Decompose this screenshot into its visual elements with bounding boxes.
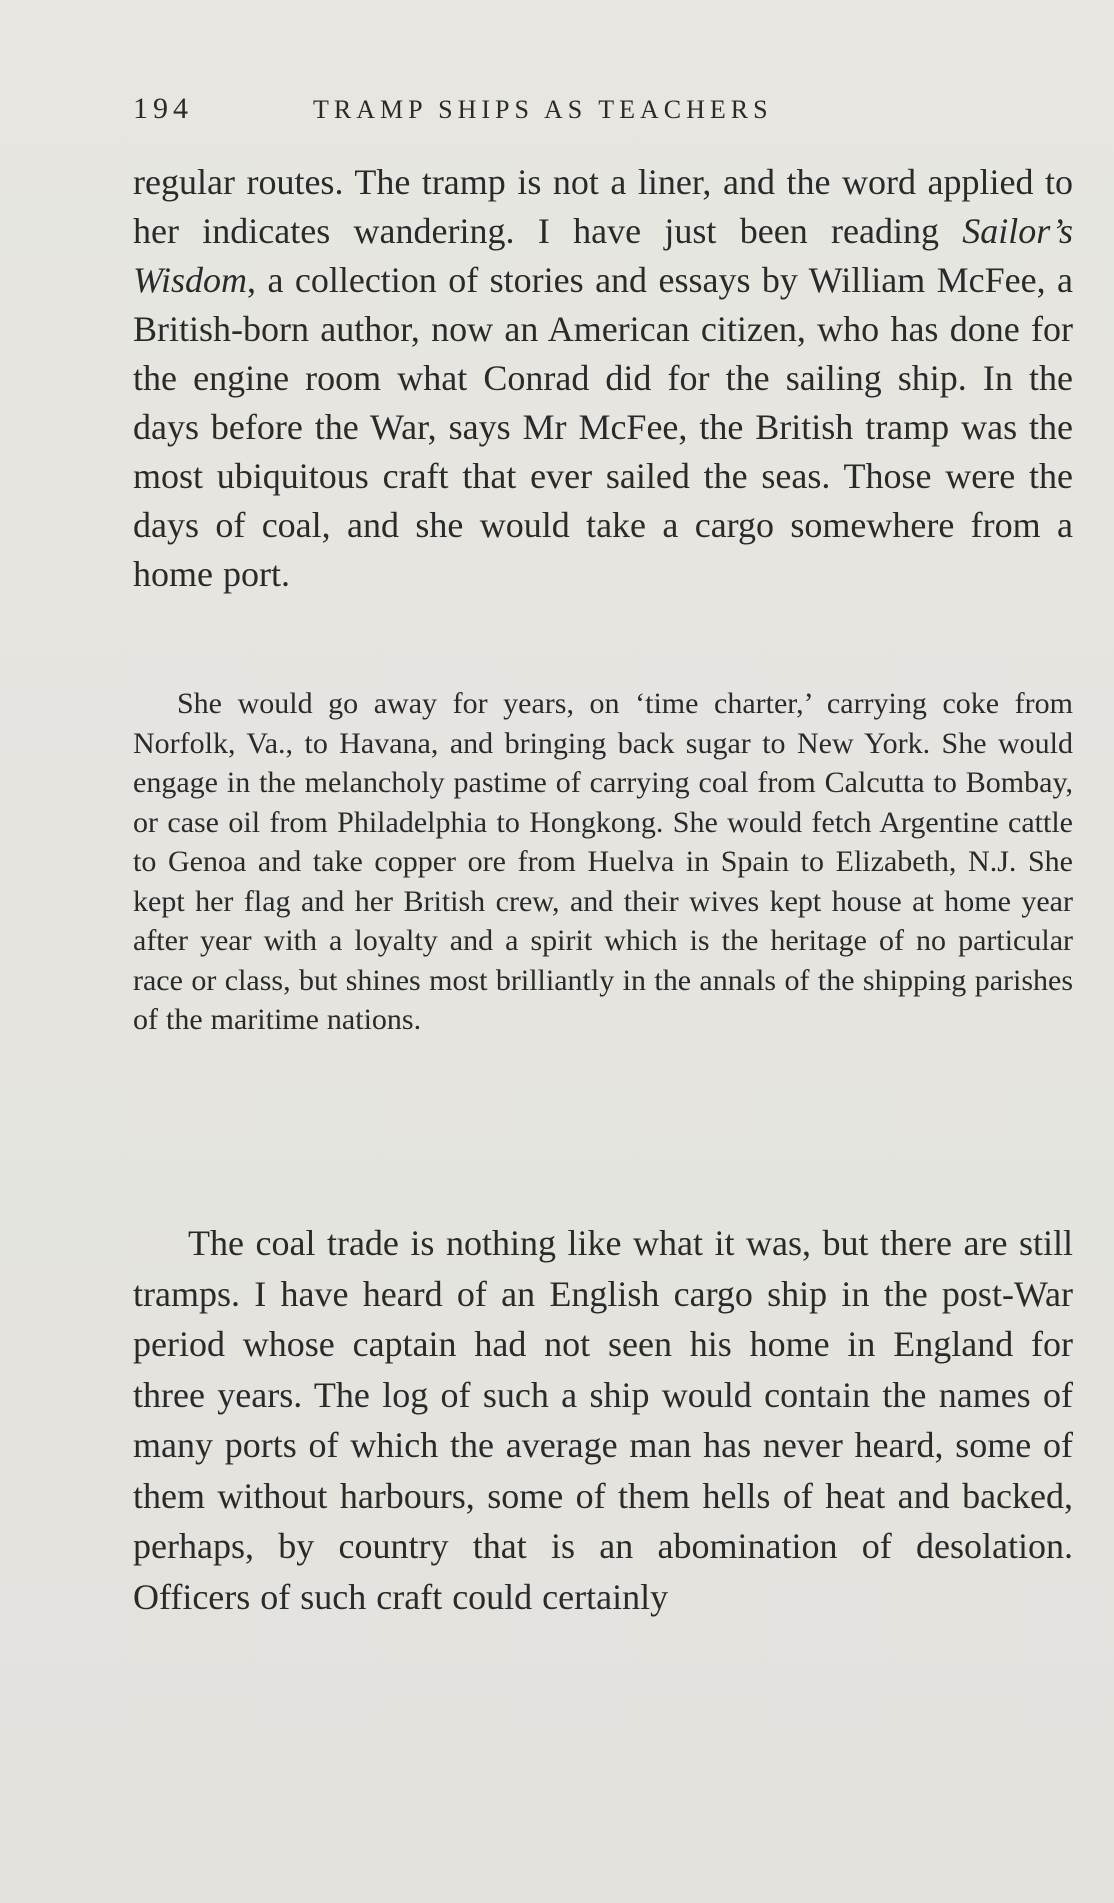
block-quote: She would go away for years, on ‘time charter,’ carrying coke from Norfolk, Va., to Havana, and bringing back sugar to New York. She would engage in the melancholy pastime of carrying coal from Calcutta to Bombay, or case oil from Philadelphia to Hongkong. She would fetch Argentine cattle to Genoa and take copper ore from Huelva in Spain to Elizabeth, N.J. She kept her flag and her British crew, and their wives kept house at home year after year with a loyalty and a spirit which is the heritage of no particular race or class, but shines most brilliantly in the annals of the shipping parishes of the maritime nations.: [133, 687, 1073, 1036]
running-head: [133, 92, 1073, 132]
paragraph-1-text-start: regular routes. The tramp is not a liner, and the word applied to her indicates wandering. I have just been reading: [133, 162, 1073, 251]
body-paragraph-2: The coal trade is nothing like what it was, but there are still tramps. I have heard of an English cargo ship in the post-War period whose captain had not seen his home in England for three years. The log of such a ship would contain the names of many ports of which the average man has never heard, some of them without harbours, some of them hells of heat and backed, perhaps, by country that is an abomination of desolation. Officers of such craft could certainly: [133, 1223, 1073, 1617]
body-paragraph-1: [133, 158, 1073, 599]
page-number: 194: [133, 92, 193, 125]
running-title: TRAMP SHIPS AS TEACHERS: [313, 95, 773, 124]
paragraph-1-text-end: , a collection of stories and essays by William McFee, a British-born author, now an American citizen, who has done for the engine room what Conrad did for the sailing ship. In the days before the War, says Mr McFee, the British tramp was the most ubiquitous craft that ever sailed the seas. Those were the days of coal, and she would take a cargo somewhere from a home port.: [133, 260, 1073, 594]
book-title: Sailor’s Wisdom: [133, 211, 1073, 300]
